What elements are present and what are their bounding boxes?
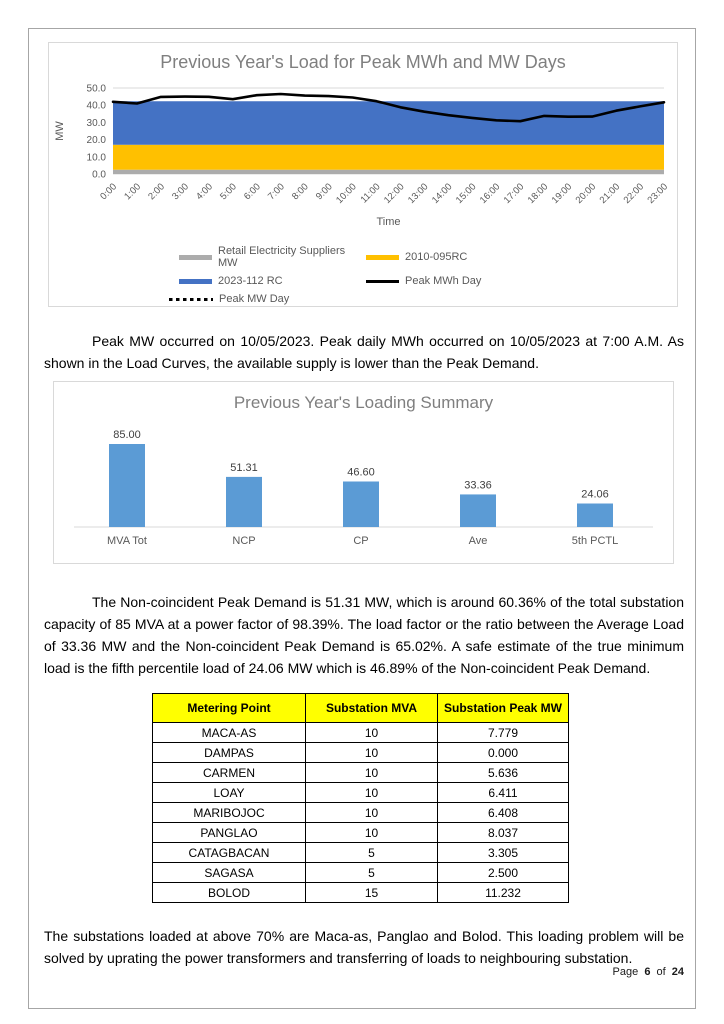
x-tick-label: 13:00 <box>405 181 431 206</box>
table-cell: 0.000 <box>438 743 569 763</box>
x-tick-label: 23:00 <box>645 181 671 206</box>
x-tick-label: 17:00 <box>501 181 527 206</box>
x-tick-label: 14:00 <box>429 181 455 206</box>
table-cell: 10 <box>306 803 438 823</box>
bar-category-label: MVA Tot <box>107 535 147 547</box>
bar-NCP <box>226 477 262 527</box>
footer-of: of <box>656 966 666 978</box>
x-tick-label: 21:00 <box>597 181 623 206</box>
table-row <box>153 743 569 763</box>
x-tick-label: 8:00 <box>289 181 311 203</box>
substation-table-header <box>153 694 569 723</box>
load-chart <box>48 42 678 307</box>
table-cell: SAGASA <box>153 863 306 883</box>
bar-category-label: 5th PCTL <box>571 535 619 547</box>
legend-item <box>366 275 481 287</box>
x-tick-label: 16:00 <box>477 181 503 206</box>
legend-label: 2023-112 RC <box>218 275 283 287</box>
bar-value-label: 24.06 <box>581 488 609 501</box>
x-tick-label: 5:00 <box>218 181 239 203</box>
legend-row <box>179 293 481 305</box>
table-cell: 2.500 <box>438 863 569 883</box>
loading-summary-title: Previous Year's Loading Summary <box>233 393 494 412</box>
table-cell: 5 <box>306 843 438 863</box>
bar-5th PCTL <box>577 504 613 527</box>
loading-summary-plot <box>54 414 673 561</box>
loading-summary-chart <box>53 381 674 564</box>
x-tick-label: 9:00 <box>313 181 335 203</box>
legend-swatch-dotted-icon <box>169 298 213 301</box>
y-tick-label: 10.0 <box>86 152 106 164</box>
x-tick-label: 22:00 <box>621 181 647 206</box>
x-tick-label: 7:00 <box>265 181 287 203</box>
legend-label: Peak MW Day <box>219 293 290 305</box>
bar-CP <box>343 481 379 527</box>
legend-item <box>366 251 467 263</box>
table-row <box>153 823 569 843</box>
table-cell: 5.636 <box>438 763 569 783</box>
table-row <box>153 883 569 903</box>
table-cell: 10 <box>306 723 438 743</box>
table-row <box>153 763 569 783</box>
table-cell: 11.232 <box>438 883 569 903</box>
legend-swatch-line-icon <box>366 280 399 283</box>
x-tick-label: 18:00 <box>525 181 551 206</box>
table-cell: 10 <box>306 763 438 783</box>
table-row <box>153 803 569 823</box>
bar-category-label: NCP <box>232 535 256 547</box>
load-chart-xaxis-title: Time <box>376 216 401 228</box>
table-cell: CARMEN <box>153 763 306 783</box>
y-tick-label: 20.0 <box>86 135 106 147</box>
table-cell: PANGLAO <box>153 823 306 843</box>
x-tick-label: 10:00 <box>334 181 359 206</box>
table-cell: 15 <box>306 883 438 903</box>
x-tick-label: 3:00 <box>170 181 191 203</box>
legend-swatch-band-icon <box>179 255 212 260</box>
area-band <box>113 145 664 170</box>
table-row <box>153 843 569 863</box>
x-tick-label: 19:00 <box>549 181 575 206</box>
paragraph-overloaded-substations: The substations loaded at above 70% are Maca-as, Panglao and Bolod. This loading problem will be solved by uprating the power transformers and transferring of loads to neighbouring substation. <box>44 928 684 966</box>
legend-row <box>179 245 481 269</box>
table-cell: 6.411 <box>438 783 569 803</box>
y-tick-label: 50.0 <box>86 83 106 95</box>
bar-value-label: 51.31 <box>230 461 258 474</box>
y-tick-label: 30.0 <box>86 117 106 129</box>
legend-swatch-band-icon <box>179 279 212 284</box>
table-cell: LOAY <box>153 783 306 803</box>
table-cell: 6.408 <box>438 803 569 823</box>
table-cell: MACA-AS <box>153 723 306 743</box>
footer-label: Page <box>612 966 639 978</box>
bar-category-label: Ave <box>468 535 488 547</box>
table-cell: BOLOD <box>153 883 306 903</box>
y-axis-title: MW <box>54 121 66 141</box>
x-tick-label: 4:00 <box>194 181 215 203</box>
table-row <box>153 783 569 803</box>
paragraph-peak-mw: Peak MW occurred on 10/05/2023. Peak daily MWh occurred on 10/05/2023 at 7:00 A.M. As shown in the Load Curves, the available supply is lower than the Peak Demand. <box>44 333 684 371</box>
load-chart-legend <box>179 245 481 305</box>
x-tick-label: 1:00 <box>122 181 144 203</box>
bar-value-label: 33.36 <box>464 479 492 492</box>
table-header-cell: Metering Point <box>153 694 306 723</box>
table-header-cell: Substation Peak MW <box>438 694 569 723</box>
table-cell: DAMPAS <box>153 743 306 763</box>
bar-MVA Tot <box>109 444 145 527</box>
x-tick-label: 11:00 <box>358 181 383 206</box>
footer-page-number: 6 <box>644 966 651 978</box>
table-row <box>153 863 569 883</box>
area-band <box>113 170 664 174</box>
y-tick-label: 0.0 <box>92 169 106 181</box>
x-tick-label: 15:00 <box>453 181 479 206</box>
footer-total-pages: 24 <box>671 966 684 978</box>
bar-Ave <box>460 494 496 527</box>
bar-category-label: CP <box>353 535 369 547</box>
bar-value-label: 85.00 <box>113 429 141 441</box>
x-tick-label: 20:00 <box>573 181 599 206</box>
table-cell: MARIBOJOC <box>153 803 306 823</box>
table-row <box>153 723 569 743</box>
table-cell: 5 <box>306 863 438 883</box>
table-cell: 10 <box>306 743 438 763</box>
legend-label: 2010-095RC <box>405 251 468 263</box>
table-cell: 3.305 <box>438 843 569 863</box>
x-tick-label: 2:00 <box>146 181 168 203</box>
table-cell: 10 <box>306 823 438 843</box>
table-header-cell: Substation MVA <box>306 694 438 723</box>
legend-label: Retail Electricity Suppliers MW <box>218 245 346 269</box>
legend-row <box>179 275 481 287</box>
substation-table <box>152 693 569 903</box>
legend-swatch-band-icon <box>366 255 399 260</box>
legend-item <box>179 245 366 269</box>
table-cell: CATAGBACAN <box>153 843 306 863</box>
legend-item <box>179 275 366 287</box>
x-tick-label: 0:00 <box>98 181 120 203</box>
legend-label: Peak MWh Day <box>405 275 482 287</box>
load-chart-plot <box>49 43 677 233</box>
table-cell: 8.037 <box>438 823 569 843</box>
y-tick-label: 40.0 <box>86 100 106 112</box>
page-footer <box>613 966 684 978</box>
legend-item <box>179 293 289 305</box>
paragraph-ncp-demand: The Non-coincident Peak Demand is 51.31 MW, which is around 60.36% of the total substation capacity of 85 MVA at a power factor of 98.39%. The load factor or the ratio between the Average Load of 33.36 MW and the Non-coincident Peak Demand is 65.02%. A safe estimate of the true minimum load is the fifth percentile load of 24.06 MW which is 46.89% of the Non-coincident Peak Demand. <box>44 594 684 676</box>
table-cell: 10 <box>306 783 438 803</box>
load-chart-title: Previous Year's Load for Peak MWh and MW Days <box>160 52 566 72</box>
area-band <box>113 101 664 145</box>
x-tick-label: 6:00 <box>242 181 263 203</box>
table-cell: 7.779 <box>438 723 569 743</box>
x-tick-label: 12:00 <box>382 181 407 206</box>
bar-value-label: 46.60 <box>347 466 375 479</box>
